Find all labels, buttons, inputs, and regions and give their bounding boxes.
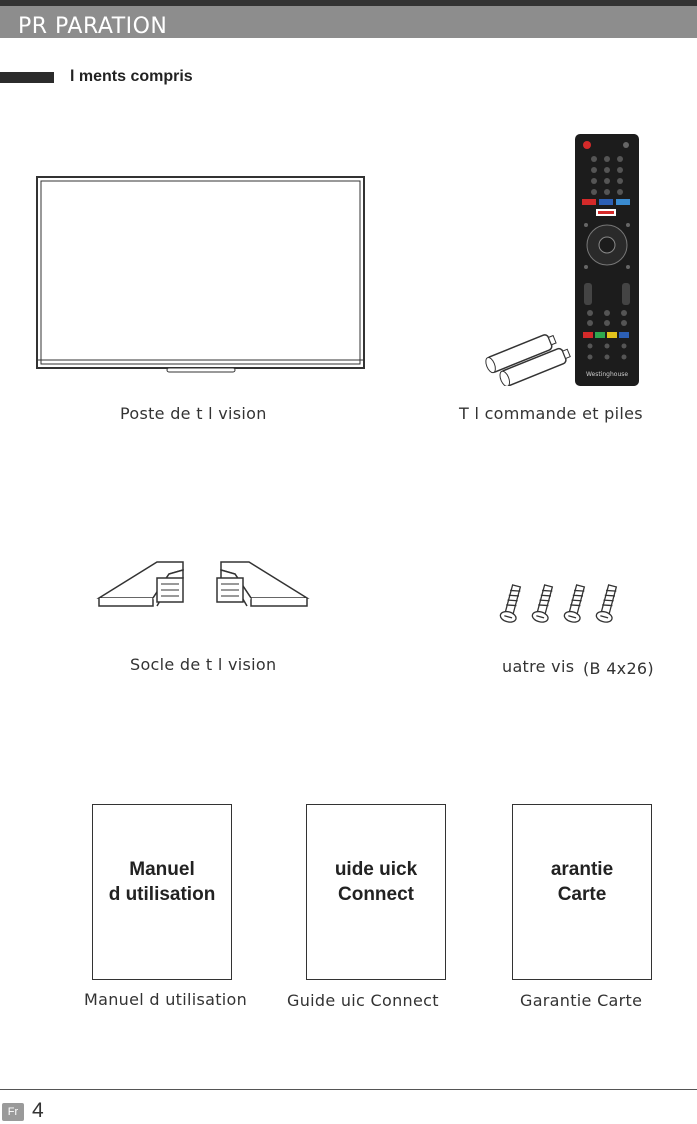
- warranty-cover-line1: arantie: [550, 859, 614, 880]
- stand-illustration: [95, 558, 311, 612]
- manual-cover-line1: Manuel: [129, 859, 195, 880]
- remote-brand-label: Westinghouse: [585, 371, 629, 378]
- quick-guide-caption: Guide uic Connect: [287, 991, 439, 1010]
- warranty-cover-line2: Carte: [557, 884, 607, 905]
- manual-cover-line2: d utilisation: [108, 884, 216, 905]
- screws-spec: (B 4x26): [583, 659, 654, 678]
- section-marker: [0, 72, 54, 83]
- batteries-illustration: [470, 328, 578, 386]
- screws-caption: uatre vis: [502, 657, 575, 676]
- remote-illustration: [574, 133, 640, 387]
- section-title: l ments compris: [70, 68, 193, 85]
- warranty-booklet: [512, 804, 652, 980]
- remote-caption: T l commande et piles: [459, 404, 643, 423]
- quick-guide-booklet: [306, 804, 446, 980]
- page-title: PR PARATION: [18, 14, 168, 39]
- stand-caption: Socle de t l vision: [130, 655, 277, 674]
- tv-caption: Poste de t l vision: [120, 404, 267, 423]
- quick-guide-cover-line2: Connect: [338, 884, 414, 905]
- manual-caption: Manuel d utilisation: [84, 990, 248, 1009]
- tv-illustration: [34, 174, 368, 376]
- screws-illustration: [497, 582, 633, 630]
- language-badge: Fr: [2, 1103, 24, 1121]
- warranty-caption: Garantie Carte: [520, 991, 643, 1010]
- page-number: 4: [32, 1099, 44, 1122]
- footer-rule: [0, 1089, 697, 1090]
- manual-booklet: [92, 804, 232, 980]
- quick-guide-cover-line1: uide uick: [334, 859, 418, 880]
